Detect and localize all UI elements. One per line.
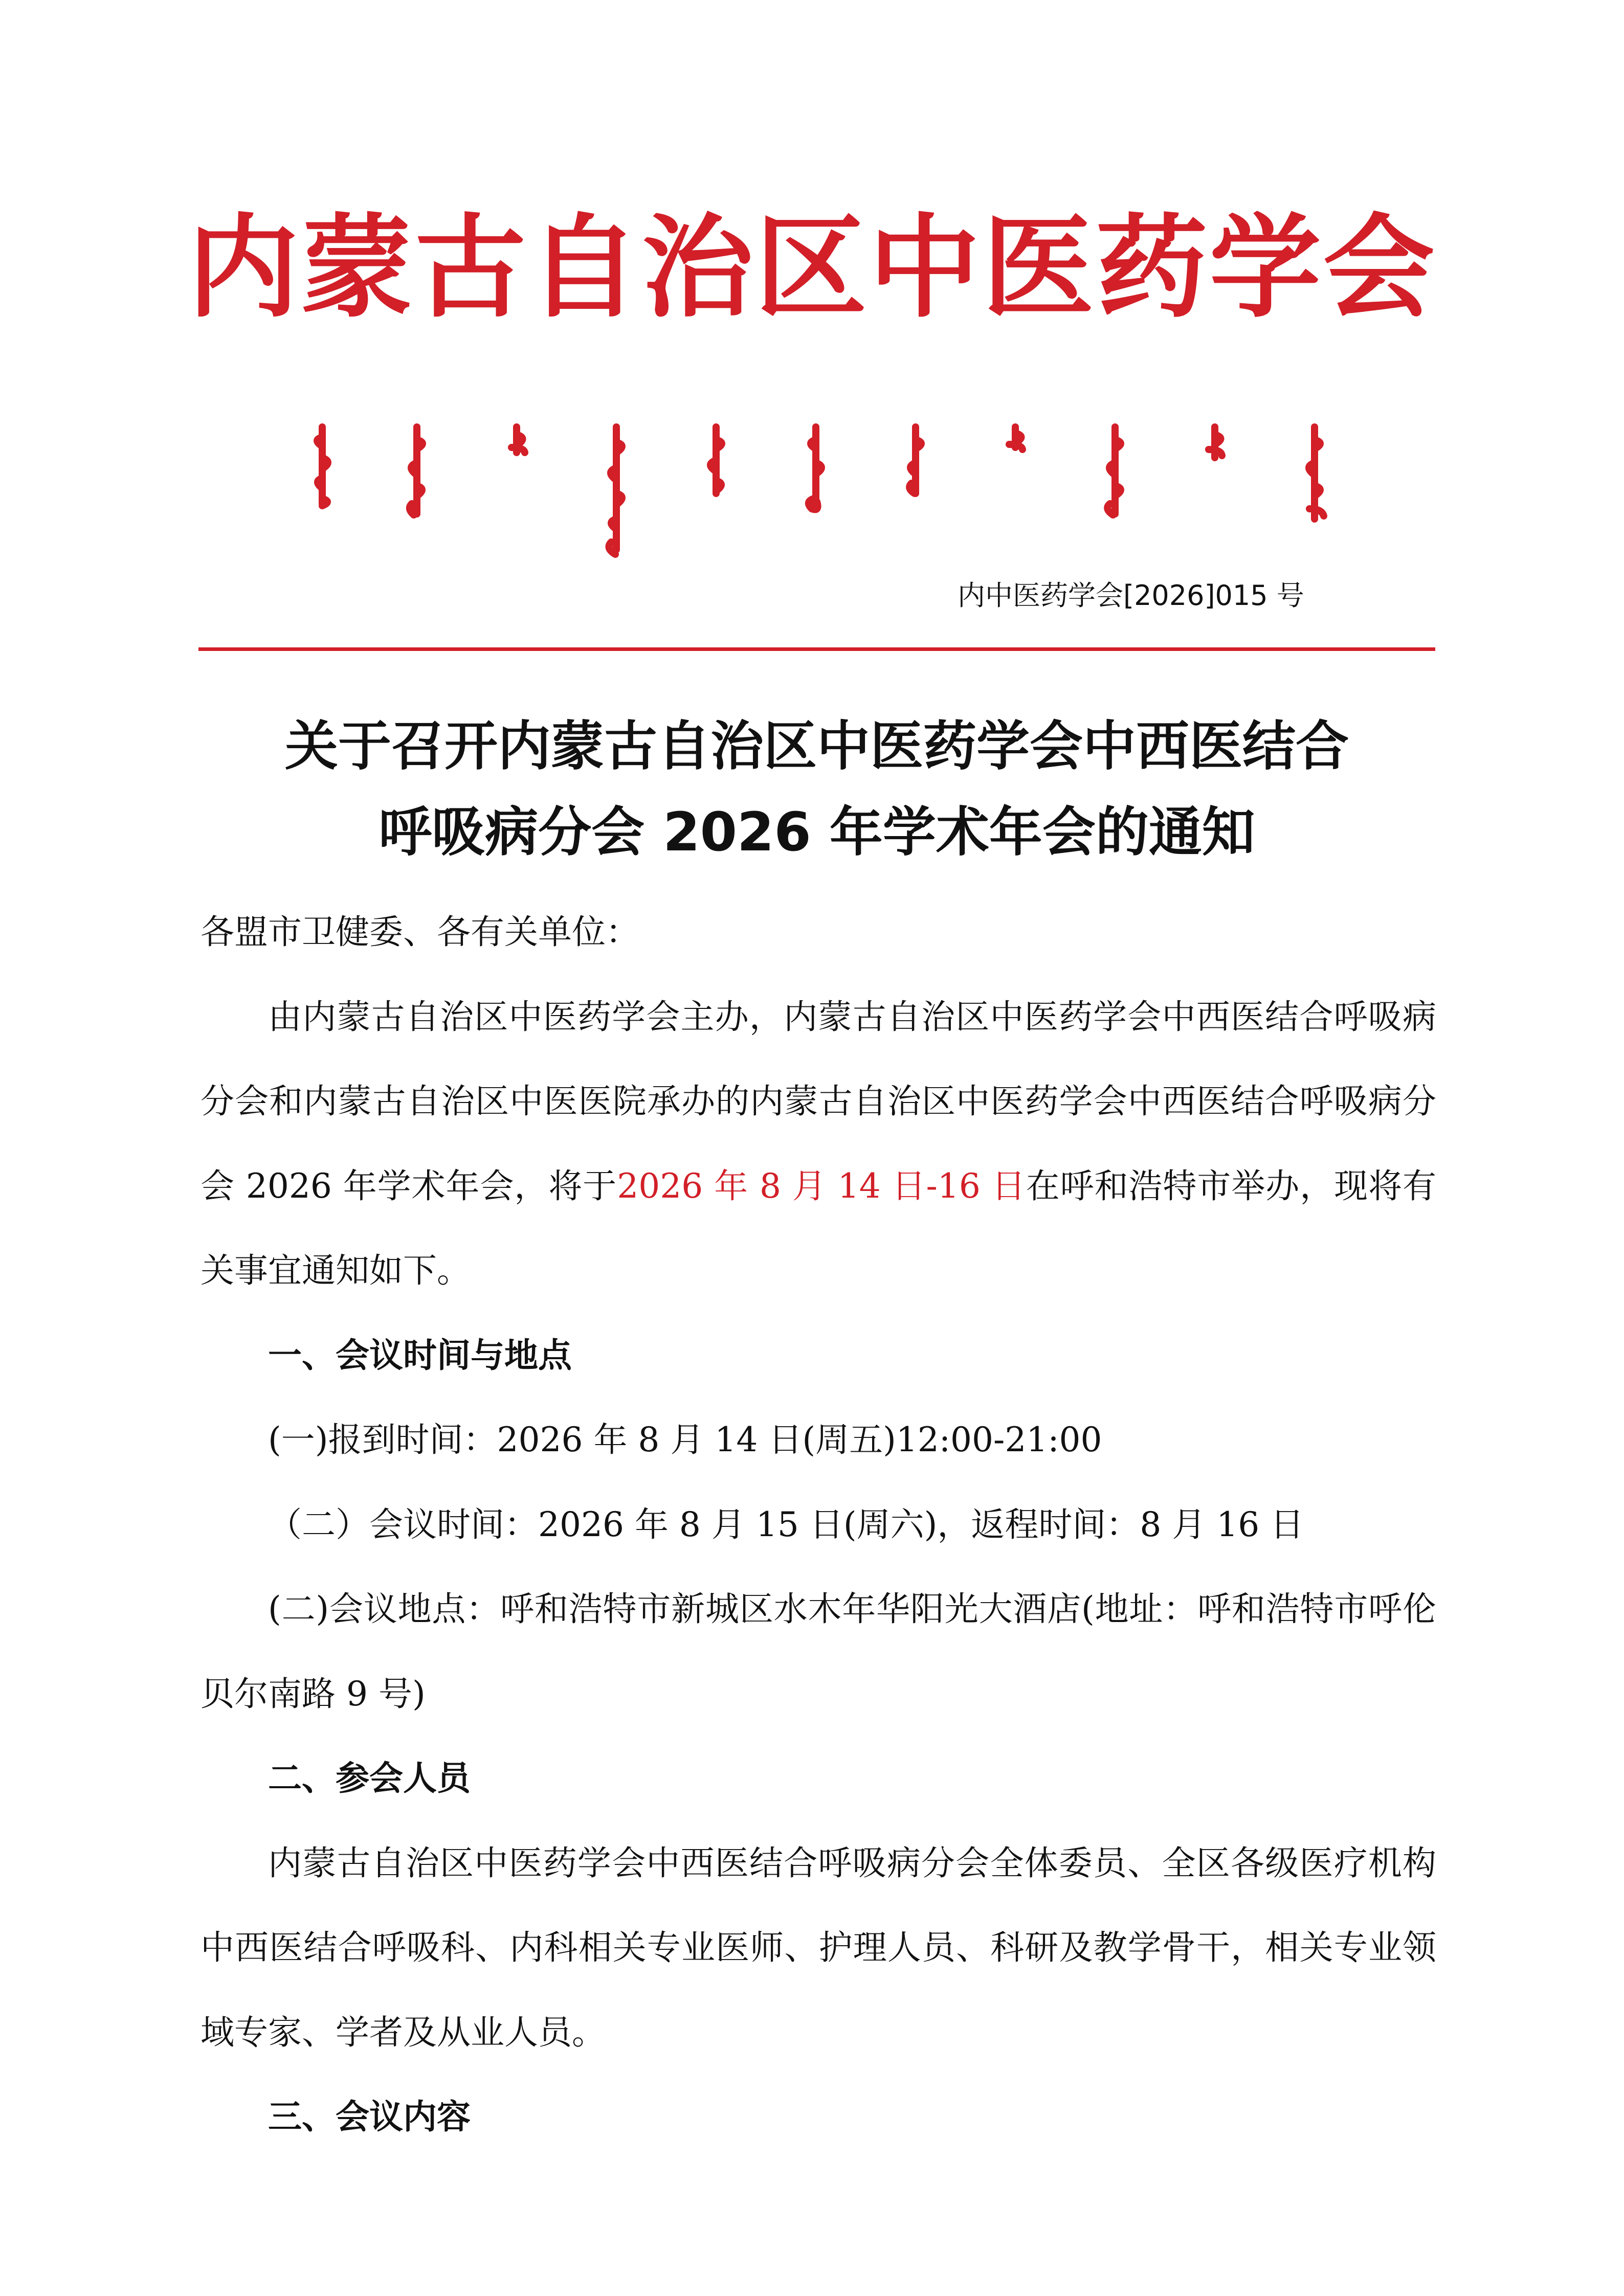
section-1-item-location: (二)会议地点：呼和浩特市新城区水木年华阳光大酒店(地址：呼和浩特市呼伦贝尔南路 9 号) bbox=[201, 1589, 1436, 1714]
section-1-item-registration: (一)报到时间：2026 年 8 月 14 日(周五)12:00-21:00 bbox=[268, 1420, 1102, 1459]
notice-title bbox=[198, 703, 1435, 875]
intro-text-before: 由内蒙古自治区中医药学会主办，内蒙古自治区中医药学会中西医结合呼吸病分会和内蒙古自治区中医医院承办的内蒙古自治区中医药学会中西医结合呼吸病分会 2026 年学术年会，将于 bbox=[201, 997, 1436, 1206]
salutation: 各盟市卫健委、各有关单位： bbox=[201, 912, 639, 952]
mongolian-script-icon bbox=[286, 417, 1391, 570]
notice-title-line-2: 呼吸病分会 2026 年学术年会的通知 bbox=[379, 801, 1255, 863]
header-divider bbox=[198, 647, 1435, 651]
section-1-item-meeting-time: （二）会议时间：2026 年 8 月 15 日(周六)，返程时间：8 月 16 日 bbox=[268, 1504, 1304, 1544]
intro-date-highlight: 2026 年 8 月 14 日-16 日 bbox=[617, 1166, 1026, 1206]
intro-text-after: 在呼和浩特市举办，现将有关事宜通知如下。 bbox=[201, 1166, 1436, 1290]
section-2-heading: 二、参会人员 bbox=[268, 1759, 471, 1798]
section-3-heading: 三、会议内容 bbox=[268, 2097, 471, 2136]
section-1-heading: 一、会议时间与地点 bbox=[268, 1335, 572, 1375]
section-2-text: 内蒙古自治区中医药学会中西医结合呼吸病分会全体委员、全区各级医疗机构中西医结合呼吸科、内科相关专业医师、护理人员、科研及教学骨干，相关专业领域专家、学者及从业人员。 bbox=[201, 1843, 1436, 2052]
intro-paragraph bbox=[201, 975, 1436, 1313]
notice-body bbox=[201, 890, 1436, 2159]
notice-title-line-1: 关于召开内蒙古自治区中医药学会中西医结合 bbox=[284, 715, 1349, 777]
org-name-header: 内蒙古自治区中医药学会 bbox=[187, 204, 1437, 333]
document-number: 内中医药学会[2026]015 号 bbox=[958, 579, 1304, 612]
